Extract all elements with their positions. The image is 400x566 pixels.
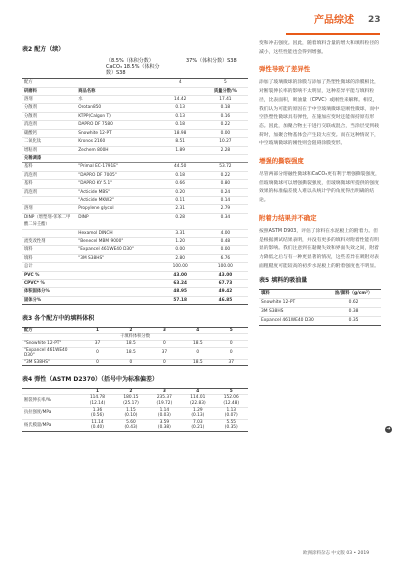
header-cell: [22, 388, 81, 395]
table-cell: 2.31: [158, 205, 203, 213]
table-cell: [76, 271, 157, 279]
value-cell: [81, 419, 114, 431]
row-label-cell: 抗拉强度/MPa: [22, 407, 81, 419]
mean-value: 1.13: [226, 407, 237, 413]
table-cell: 1.89: [158, 146, 203, 154]
header-cell: 5: [215, 327, 248, 334]
value-cell: [148, 419, 181, 431]
header-cell: 2: [114, 327, 147, 334]
table-row: [22, 146, 248, 154]
table-row: [22, 296, 248, 304]
table-cell: 0.28: [158, 213, 203, 229]
table-cell: 48.95: [158, 288, 203, 296]
table-cell: 8.51: [158, 138, 203, 146]
table-row: [22, 271, 248, 279]
table-subheader-row: [22, 334, 248, 341]
table-cell: 57.18: [158, 296, 203, 304]
table-header-row: [22, 388, 248, 395]
table-cell: "DAPRO KY 5.1": [76, 180, 157, 188]
elasticity-paragraph: 添加了玻璃微球的涂膜与添加了热塑性微球的涂膜相比，对断裂伸长率的影响不太明显，这种差异平能与填料粒径，比表面积，吸油量（CPVC）或刚性来解释。相反，我们认为可能的原因在于中空玻璃微球是刚性微球，而中空热塑性微球具有弹性，在施加应变时还能保持原有形态。因此，加聚合物主干进行交联或混合，当涂层受到载荷时，加聚合物基体会产生较大应变。而在这种情况下，中空玻璃微球的刚性则会阻碍涂膜变形。: [259, 80, 379, 147]
table-row: [22, 340, 248, 347]
table-cell: 0.34: [203, 213, 248, 229]
table-cell: DAPRO DF 7580: [76, 121, 157, 129]
section-heading-tear-strength: 增强的撕裂强度: [259, 157, 304, 166]
table-row: [22, 229, 248, 237]
mean-value: 5.55: [226, 419, 237, 425]
table-cell: 0.24: [203, 188, 248, 196]
table-cell: 0.00: [203, 246, 248, 254]
value-cell: [215, 419, 248, 431]
table-row: [22, 288, 248, 296]
std-dev-value: (12.48): [223, 400, 240, 406]
value-cell: [181, 407, 214, 419]
table-row: [22, 237, 248, 245]
table5-caption: 表5 填料的吸油量: [259, 277, 308, 285]
table-row: [22, 129, 248, 137]
table-row: [259, 316, 381, 325]
table-row: [22, 138, 248, 146]
table-cell: 2.79: [203, 205, 248, 213]
table-cell: 0: [81, 359, 114, 366]
table-cell: 0.18: [158, 121, 203, 129]
table-row: [22, 395, 248, 407]
table-cell: 3.31: [158, 229, 203, 237]
table-cell: 43.00: [158, 271, 203, 279]
mean-value: 3.59: [159, 419, 170, 425]
table-cell: "Acticide MBS": [76, 188, 157, 196]
table-cell: "Primal EC-1791E": [76, 163, 157, 171]
table-cell: 17.41: [203, 96, 248, 104]
table-cell: Propylene glycol: [76, 205, 157, 213]
table-cell: [76, 154, 157, 162]
table-row: [22, 188, 248, 196]
table-cell: 兑稀调漆: [22, 154, 76, 162]
table2-formulation: [22, 78, 248, 305]
table-cell: "Benecel MBM 9000": [76, 237, 157, 245]
table-cell: [76, 288, 157, 296]
value-cell: [215, 395, 248, 407]
std-dev-value: (0.03): [157, 413, 171, 419]
table-row: [22, 104, 248, 112]
table2-note: [22, 58, 248, 77]
table-cell: 43.00: [203, 271, 248, 279]
table-header-row: [22, 327, 248, 334]
table-cell: [203, 154, 248, 162]
table-cell: 0.13: [158, 112, 203, 120]
mean-value: 1.15: [126, 407, 136, 413]
section-heading-elasticity: 弹性导致了差异性: [259, 65, 311, 74]
mean-value: 1.36: [92, 407, 103, 413]
table-cell: 研磨料: [22, 87, 76, 95]
table-cell: "Snowhite 12-PT": [22, 340, 81, 347]
table-cell: 53.72: [203, 163, 248, 171]
header-cell: 1: [81, 327, 114, 334]
header-cell: 1: [81, 388, 114, 395]
table-cell: 3M S38HS: [259, 307, 326, 316]
mean-value: 5.60: [126, 419, 136, 425]
mean-value: 1.29: [193, 407, 203, 413]
note-line: CaCO₃ 18.5%（体积分: [106, 63, 160, 70]
table-cell: [158, 87, 203, 95]
value-cell: [81, 395, 114, 407]
value-cell: [114, 407, 147, 419]
subheader-cell: 干填料体积分数: [22, 334, 248, 341]
table-cell: 0: [114, 359, 147, 366]
table-cell: 37: [81, 340, 114, 347]
header-cell: 4: [181, 388, 214, 395]
table-cell: [76, 280, 157, 288]
mean-value: 1.14: [159, 407, 170, 413]
std-dev-value: (0.35): [224, 425, 238, 431]
table-cell: 44.50: [158, 163, 203, 171]
table-cell: [76, 296, 157, 304]
table-cell: 49.42: [203, 288, 248, 296]
table-cell: Expancel 461WE40 D30: [259, 316, 326, 325]
value-cell: [114, 419, 147, 431]
table-cell: 0.14: [203, 196, 248, 204]
table-cell: 18.98: [158, 129, 203, 137]
table2-note-left: [106, 58, 186, 77]
table-cell: [76, 263, 157, 271]
table-cell: 10.27: [203, 138, 248, 146]
table-cell: 37: [215, 359, 248, 366]
page-header: [0, 0, 400, 44]
table-row: [259, 307, 381, 316]
table-cell: 0.35: [326, 316, 381, 325]
table-cell: 46.85: [203, 296, 248, 304]
table-cell: Kronos 2160: [76, 138, 157, 146]
table-cell: 基料: [22, 163, 76, 171]
table-cell: 分散剂: [22, 104, 76, 112]
table-row: [22, 280, 248, 288]
table-cell: 1.20: [158, 237, 203, 245]
table-cell: 0.11: [158, 196, 203, 204]
std-dev-value: (0.38): [157, 425, 171, 431]
table-cell: 二氧化钛: [22, 138, 76, 146]
table-cell: 14.42: [158, 96, 203, 104]
table-cell: 37: [148, 347, 181, 359]
std-dev-value: (19.72): [156, 400, 173, 406]
table-cell: [158, 154, 203, 162]
header-cell: 3: [148, 388, 181, 395]
header-cell: 油/颜料（g/cm³）: [326, 289, 381, 298]
table-row: [22, 163, 248, 171]
table-cell: 配方: [22, 79, 76, 87]
table-row: [22, 79, 248, 87]
table-cell: [76, 79, 157, 87]
header-cell: 4: [181, 327, 214, 334]
header-cell: 5: [215, 388, 248, 395]
mean-value: 235.37: [156, 395, 172, 401]
page-footer: 欧洲涂料杂志 中文版 03 • 2019: [303, 551, 370, 556]
table-cell: "Acticide MKW2": [76, 196, 157, 204]
table-cell: 0: [181, 347, 214, 359]
table-cell: KTPP(Calgon T): [76, 112, 157, 120]
table-header-row: [259, 289, 381, 298]
header-cell: 填料: [259, 289, 326, 298]
std-dev-value: (22.83): [189, 400, 206, 406]
table-cell: 0.00: [158, 246, 203, 254]
table-cell: "DAPRO DF 7005": [76, 171, 157, 179]
header-cell: 2: [114, 388, 147, 395]
table-row: [22, 213, 248, 229]
table-cell: 填料: [22, 254, 76, 262]
table-cell: 2.80: [158, 254, 203, 262]
table-cell: 0: [148, 359, 181, 366]
std-dev-value: (0.10): [124, 413, 138, 419]
row-label-cell: 断裂伸长率/%: [22, 395, 81, 407]
table-cell: 0.13: [158, 104, 203, 112]
table-cell: 溶剂: [22, 205, 76, 213]
table-cell: 体积固体分%: [22, 288, 76, 296]
table-cell: 4.00: [203, 229, 248, 237]
table-row: [22, 419, 248, 431]
header-cell: 3: [148, 327, 181, 334]
table-cell: 0: [215, 347, 248, 359]
table-cell: 2.28: [203, 146, 248, 154]
mean-value: 11.14: [91, 419, 104, 425]
table4-elasticity: [22, 388, 248, 432]
value-cell: [81, 407, 114, 419]
table-cell: 质量分数/%: [203, 87, 248, 95]
table-cell: 0: [148, 340, 181, 347]
table-row: [22, 205, 248, 213]
table-cell: DINP: [76, 213, 157, 229]
header-rule: [286, 33, 380, 35]
table-row: [259, 298, 381, 307]
table3-caption: 表3 各个配方中的填料体积: [22, 315, 95, 323]
table-row: [22, 263, 248, 271]
table-cell: 100.00: [203, 263, 248, 271]
table-row: [22, 359, 248, 366]
table-cell: 总计: [22, 263, 76, 271]
row-label-cell: 杨氏模量/MPa: [22, 419, 81, 431]
table-cell: 0: [215, 340, 248, 347]
table-cell: DINP（增塑剂-邻苯二甲酸二异壬酯）: [22, 213, 76, 229]
table-cell: Snowhite 12-PT: [76, 129, 157, 137]
table-cell: 固体分%: [22, 296, 76, 304]
table-cell: Orotan850: [76, 104, 157, 112]
table-cell: 水: [76, 96, 157, 104]
table-row: [22, 96, 248, 104]
value-cell: [114, 395, 147, 407]
table-row: [22, 196, 248, 204]
table-cell: 消泡剂: [22, 171, 76, 179]
table-cell: 100.00: [158, 263, 203, 271]
table-cell: 流变改性剂: [22, 237, 76, 245]
table-cell: "Expancel 461WE40 D30": [76, 246, 157, 254]
mean-value: 7.03: [193, 419, 203, 425]
mean-value: 180.15: [123, 395, 139, 401]
table-cell: 分散剂: [22, 112, 76, 120]
table-cell: Snowhite 12-PT: [259, 298, 326, 307]
table5-oil-absorption: [259, 289, 381, 326]
value-cell: [148, 407, 181, 419]
table-cell: 基料: [22, 180, 76, 188]
std-dev-value: (0.56): [91, 413, 104, 419]
table-row: [22, 171, 248, 179]
table-cell: "3M S38HS": [22, 359, 81, 366]
table-cell: 0.66: [158, 180, 203, 188]
table-cell: 0: [81, 347, 114, 359]
table-cell: [22, 196, 76, 204]
page-number: 23: [368, 15, 381, 25]
table4-caption: 表4 弹性（ASTM D2370）（括号中为标准偏差）: [22, 376, 159, 384]
table-row: [22, 347, 248, 359]
table-cell: 0.22: [203, 171, 248, 179]
section-title: 产品综述: [314, 15, 354, 26]
intro-paragraph: 变和冲击强度。因此，随着填料含量的增大和填料粒径的减小，这些性能也会得到增强。: [259, 41, 379, 55]
table-cell: [22, 229, 76, 237]
std-dev-value: (0.43): [124, 425, 138, 431]
value-cell: [215, 407, 248, 419]
table-cell: 18.5: [114, 347, 147, 359]
section-heading-adhesion: 附着力结果并不确定: [259, 213, 317, 222]
table-cell: 63.24: [158, 280, 203, 288]
table-cell: 6.76: [203, 254, 248, 262]
left-column: [22, 46, 248, 432]
table-cell: 0.16: [203, 112, 248, 120]
note-line: （8.5%（体积分数）: [106, 57, 154, 64]
table-cell: 4: [158, 79, 203, 87]
std-dev-value: (12.14): [89, 400, 106, 406]
table-cell: 0.48: [203, 237, 248, 245]
table-cell: 0.62: [326, 298, 381, 307]
table-cell: 5: [203, 79, 248, 87]
table2-caption: 表2 配方（续）: [22, 46, 65, 53]
table-cell: 0.80: [203, 180, 248, 188]
table-row: [22, 121, 248, 129]
table-row: [22, 154, 248, 162]
table-cell: 0.20: [158, 188, 203, 196]
table-cell: 商品名称: [76, 87, 157, 95]
table-cell: 67.73: [203, 280, 248, 288]
mean-value: 114.78: [89, 395, 105, 401]
mean-value: 114.01: [190, 395, 206, 401]
table-cell: 增粘剂: [22, 146, 76, 154]
table-cell: 溶剂: [22, 96, 76, 104]
std-dev-value: (0.21): [191, 425, 205, 431]
table-cell: 0.38: [326, 307, 381, 316]
table-cell: CPVC* %: [22, 280, 76, 288]
adhesion-paragraph: 按照ASTM D903，评估了涂料在水泥板上的附着力。但是根据测试结果表明，并没有更多的填料对附着性能有明显的影响。我们注意到在黏聚失效和界面失效之间，附着力降低之后与有一种更显著的情况，这些差异在吸附对表面粗糙度可能较高的初步水泥板上的附着强度也不明显。: [259, 228, 379, 269]
table-cell: 18.5: [181, 340, 214, 347]
table-row: [22, 87, 248, 95]
std-dev-value: (0.40): [91, 425, 104, 431]
table-cell: 18.5: [181, 359, 214, 366]
table-cell: Hexamol DINCH: [76, 229, 157, 237]
table-cell: 消泡剂: [22, 188, 76, 196]
std-dev-value: (0.07): [224, 413, 238, 419]
value-cell: [181, 419, 214, 431]
table-row: [22, 407, 248, 419]
table-cell: PVC %: [22, 271, 76, 279]
table-cell: "Expancel 461WE40 D30": [22, 347, 81, 359]
table-cell: 填料: [22, 246, 76, 254]
table3-filler-volume: [22, 327, 248, 367]
table-cell: 消泡剂: [22, 121, 76, 129]
continue-arrow-icon: ➜: [386, 426, 391, 432]
table-row: [22, 180, 248, 188]
right-column: [259, 40, 381, 326]
mean-value: 152.06: [223, 395, 239, 401]
table2-note-right: 37%（体积分数）S38: [186, 57, 237, 64]
tear-strength-paragraph: 尽管两部分熔融性微球和CaCO₃更有利于增强撕裂强度，但玻璃微球可以增强撕裂强度，但玻璃微球所提供的强度效果的标准偏差使人难以从统计学的角度得出明确的结论。: [259, 172, 380, 204]
table-row: [22, 246, 248, 254]
table-cell: 0.18: [158, 171, 203, 179]
value-cell: [181, 395, 214, 407]
header-cell: 配方: [22, 327, 81, 334]
table-cell: 18.5: [114, 340, 147, 347]
table-row: [22, 112, 248, 120]
table-cell: Zechem 800H: [76, 146, 157, 154]
table-cell: 0.00: [203, 129, 248, 137]
note-line: 数）S38: [106, 70, 126, 76]
table-cell: 0.22: [203, 121, 248, 129]
std-dev-value: (0.13): [191, 413, 205, 419]
std-dev-value: (25.17): [123, 400, 139, 406]
table-cell: "3M S38HS": [76, 254, 157, 262]
table-cell: 碳酸钙: [22, 129, 76, 137]
value-cell: [148, 395, 181, 407]
table-cell: 0.18: [203, 104, 248, 112]
table-row: [22, 254, 248, 262]
